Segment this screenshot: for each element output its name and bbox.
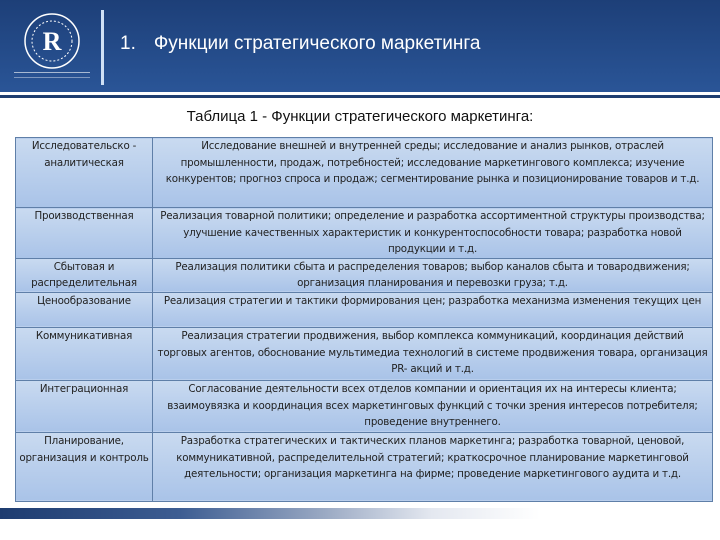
table-caption: Таблица 1 - Функции стратегического маркетинга:	[186, 108, 534, 125]
header-divider-dark	[0, 95, 720, 98]
description-cell: Разработка стратегических и тактических планов маркетинга; разработка товарной, ценовой, коммуникативной, распределительной стратегий; краткосрочное планирование маркетинговой деятельности; организация маркетинга на фирме; проведение маркетингового аудита и т.д.	[153, 432, 713, 501]
university-logo-icon	[22, 10, 82, 72]
description-cell: Согласование деятельности всех отделов компании и ориентация их на интересы клиента; взаимоувязка и координация всех маркетинговых функций с точки зрения интересов потребителя; проведение внутреннего.	[153, 380, 713, 432]
table-row	[16, 432, 713, 501]
table-row	[16, 292, 713, 327]
function-cell: Ценообразование	[16, 292, 153, 327]
description-cell: Исследование внешней и внутренней среды; исследование и анализ рынков, отраслей промышленности, продаж, потребностей; исследование маркетингового комплекса; изучение конкурентов; прогноз спроса и продаж; сегментирование рынка и позиционирование товаров и т.д.	[153, 138, 713, 208]
title-text: Функции стратегического маркетинга	[153, 33, 481, 54]
table-row	[16, 138, 713, 208]
function-cell: Исследовательско - аналитическая	[16, 138, 153, 208]
description-cell: Реализация стратегии продвижения, выбор комплекса коммуникаций, координация действий торговых агентов, обоснование мультимедиа технологий в системе продвижения товара, организация PR- акций и т.д.	[153, 327, 713, 380]
logo-caption	[14, 72, 90, 78]
title-number: 1.	[120, 33, 136, 54]
table-row	[16, 327, 713, 380]
functions-table	[15, 137, 713, 502]
header-separator	[101, 10, 104, 85]
description-cell: Реализация товарной политики; определение и разработка ассортиментной структуры производства; улучшение качественных характеристик и конкурентоспособности товара; разработка новой продукции и т.д.	[153, 208, 713, 259]
footer-gradient-bar	[0, 508, 720, 519]
function-cell: Коммуникативная	[16, 327, 153, 380]
function-cell: Интеграционная	[16, 380, 153, 432]
function-cell: Сбытовая и распределительная	[16, 258, 153, 292]
svg-text:R: R	[42, 27, 62, 56]
slide-title	[120, 33, 480, 55]
description-cell: Реализация политики сбыта и распределения товаров; выбор каналов сбыта и товародвижения; организация планирования и перевозки груза; т.д.	[153, 258, 713, 292]
table-row	[16, 380, 713, 432]
table-row	[16, 208, 713, 259]
table-row	[16, 258, 713, 292]
function-cell: Производственная	[16, 208, 153, 259]
description-cell: Реализация стратегии и тактики формирования цен; разработка механизма изменения текущих цен	[153, 292, 713, 327]
function-cell: Планирование, организация и контроль	[16, 432, 153, 501]
